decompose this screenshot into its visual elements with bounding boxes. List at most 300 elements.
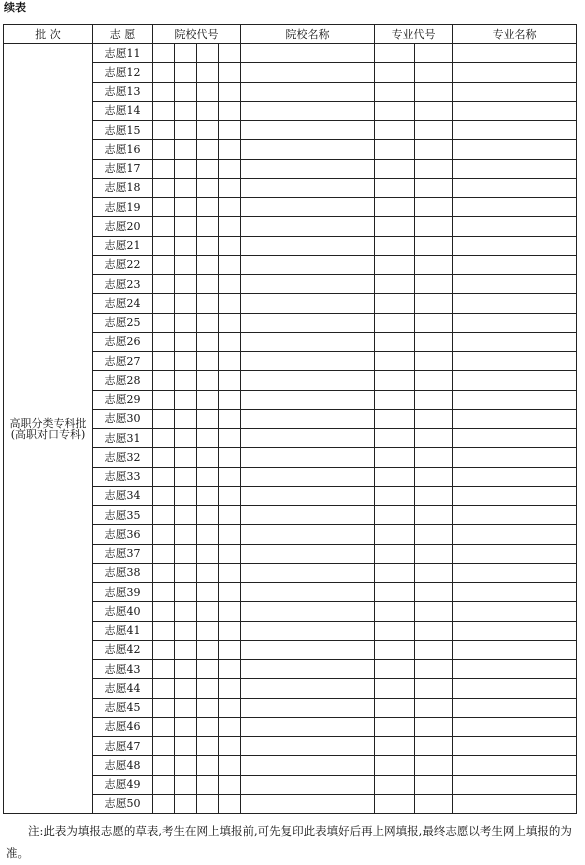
school-code-digit-1[interactable] — [153, 737, 175, 756]
school-code-digit-1[interactable] — [153, 63, 175, 82]
school-code-digit-3[interactable] — [197, 294, 219, 313]
school-code-digit-4[interactable] — [219, 121, 241, 140]
school-code-digit-3[interactable] — [197, 63, 219, 82]
major-name-field[interactable] — [453, 737, 577, 756]
school-code-digit-1[interactable] — [153, 159, 175, 178]
school-code-digit-2[interactable] — [175, 121, 197, 140]
major-code-digit-1[interactable] — [375, 448, 415, 467]
school-code-digit-3[interactable] — [197, 737, 219, 756]
school-code-digit-3[interactable] — [197, 101, 219, 120]
school-code-digit-1[interactable] — [153, 121, 175, 140]
school-code-digit-4[interactable] — [219, 332, 241, 351]
major-code-digit-1[interactable] — [375, 621, 415, 640]
major-name-field[interactable] — [453, 82, 577, 101]
school-code-digit-2[interactable] — [175, 756, 197, 775]
school-code-digit-1[interactable] — [153, 217, 175, 236]
school-code-digit-3[interactable] — [197, 794, 219, 813]
school-code-digit-4[interactable] — [219, 101, 241, 120]
major-name-field[interactable] — [453, 756, 577, 775]
school-code-digit-4[interactable] — [219, 44, 241, 63]
school-name-field[interactable] — [241, 82, 375, 101]
major-code-digit-1[interactable] — [375, 737, 415, 756]
school-code-digit-1[interactable] — [153, 313, 175, 332]
major-code-digit-2[interactable] — [415, 352, 453, 371]
school-name-field[interactable] — [241, 255, 375, 274]
major-code-digit-2[interactable] — [415, 101, 453, 120]
major-code-digit-1[interactable] — [375, 390, 415, 409]
school-code-digit-1[interactable] — [153, 429, 175, 448]
school-name-field[interactable] — [241, 390, 375, 409]
school-name-field[interactable] — [241, 313, 375, 332]
school-code-digit-4[interactable] — [219, 217, 241, 236]
major-name-field[interactable] — [453, 255, 577, 274]
major-code-digit-2[interactable] — [415, 63, 453, 82]
school-code-digit-2[interactable] — [175, 621, 197, 640]
school-code-digit-2[interactable] — [175, 679, 197, 698]
major-name-field[interactable] — [453, 178, 577, 197]
school-code-digit-2[interactable] — [175, 525, 197, 544]
school-name-field[interactable] — [241, 640, 375, 659]
major-name-field[interactable] — [453, 352, 577, 371]
school-name-field[interactable] — [241, 756, 375, 775]
major-code-digit-2[interactable] — [415, 409, 453, 428]
major-code-digit-2[interactable] — [415, 756, 453, 775]
school-code-digit-1[interactable] — [153, 371, 175, 390]
major-code-digit-2[interactable] — [415, 390, 453, 409]
school-code-digit-4[interactable] — [219, 63, 241, 82]
major-name-field[interactable] — [453, 602, 577, 621]
school-code-digit-2[interactable] — [175, 332, 197, 351]
school-code-digit-4[interactable] — [219, 294, 241, 313]
major-code-digit-1[interactable] — [375, 178, 415, 197]
school-code-digit-2[interactable] — [175, 794, 197, 813]
school-name-field[interactable] — [241, 332, 375, 351]
major-code-digit-2[interactable] — [415, 255, 453, 274]
school-code-digit-1[interactable] — [153, 506, 175, 525]
school-code-digit-3[interactable] — [197, 140, 219, 159]
school-code-digit-4[interactable] — [219, 159, 241, 178]
school-code-digit-1[interactable] — [153, 717, 175, 736]
school-code-digit-4[interactable] — [219, 660, 241, 679]
school-code-digit-3[interactable] — [197, 255, 219, 274]
major-name-field[interactable] — [453, 63, 577, 82]
school-code-digit-2[interactable] — [175, 236, 197, 255]
major-name-field[interactable] — [453, 640, 577, 659]
school-code-digit-2[interactable] — [175, 140, 197, 159]
school-name-field[interactable] — [241, 140, 375, 159]
school-code-digit-4[interactable] — [219, 198, 241, 217]
major-name-field[interactable] — [453, 467, 577, 486]
major-name-field[interactable] — [453, 294, 577, 313]
major-name-field[interactable] — [453, 506, 577, 525]
school-code-digit-1[interactable] — [153, 140, 175, 159]
major-code-digit-2[interactable] — [415, 82, 453, 101]
school-name-field[interactable] — [241, 698, 375, 717]
school-name-field[interactable] — [241, 679, 375, 698]
major-name-field[interactable] — [453, 794, 577, 813]
major-code-digit-2[interactable] — [415, 660, 453, 679]
major-name-field[interactable] — [453, 429, 577, 448]
school-code-digit-1[interactable] — [153, 794, 175, 813]
school-name-field[interactable] — [241, 429, 375, 448]
major-code-digit-1[interactable] — [375, 121, 415, 140]
major-code-digit-1[interactable] — [375, 602, 415, 621]
school-name-field[interactable] — [241, 717, 375, 736]
major-code-digit-1[interactable] — [375, 159, 415, 178]
school-code-digit-2[interactable] — [175, 352, 197, 371]
school-code-digit-2[interactable] — [175, 409, 197, 428]
school-code-digit-3[interactable] — [197, 621, 219, 640]
major-code-digit-1[interactable] — [375, 794, 415, 813]
school-code-digit-3[interactable] — [197, 44, 219, 63]
major-name-field[interactable] — [453, 121, 577, 140]
school-code-digit-4[interactable] — [219, 737, 241, 756]
school-code-digit-3[interactable] — [197, 717, 219, 736]
major-code-digit-2[interactable] — [415, 371, 453, 390]
school-code-digit-4[interactable] — [219, 371, 241, 390]
school-code-digit-4[interactable] — [219, 602, 241, 621]
major-code-digit-1[interactable] — [375, 640, 415, 659]
school-name-field[interactable] — [241, 544, 375, 563]
school-code-digit-3[interactable] — [197, 525, 219, 544]
major-code-digit-1[interactable] — [375, 44, 415, 63]
major-name-field[interactable] — [453, 217, 577, 236]
major-code-digit-2[interactable] — [415, 467, 453, 486]
major-name-field[interactable] — [453, 563, 577, 582]
school-code-digit-3[interactable] — [197, 275, 219, 294]
school-code-digit-3[interactable] — [197, 467, 219, 486]
school-code-digit-4[interactable] — [219, 82, 241, 101]
school-code-digit-4[interactable] — [219, 756, 241, 775]
major-name-field[interactable] — [453, 236, 577, 255]
school-code-digit-3[interactable] — [197, 583, 219, 602]
major-code-digit-1[interactable] — [375, 198, 415, 217]
school-code-digit-1[interactable] — [153, 352, 175, 371]
major-code-digit-1[interactable] — [375, 409, 415, 428]
major-code-digit-1[interactable] — [375, 275, 415, 294]
school-code-digit-1[interactable] — [153, 679, 175, 698]
school-code-digit-3[interactable] — [197, 756, 219, 775]
school-name-field[interactable] — [241, 217, 375, 236]
school-code-digit-1[interactable] — [153, 583, 175, 602]
school-code-digit-1[interactable] — [153, 698, 175, 717]
school-code-digit-2[interactable] — [175, 44, 197, 63]
major-code-digit-1[interactable] — [375, 660, 415, 679]
school-name-field[interactable] — [241, 236, 375, 255]
major-code-digit-2[interactable] — [415, 544, 453, 563]
major-name-field[interactable] — [453, 44, 577, 63]
school-code-digit-1[interactable] — [153, 660, 175, 679]
major-code-digit-2[interactable] — [415, 486, 453, 505]
school-code-digit-2[interactable] — [175, 82, 197, 101]
school-name-field[interactable] — [241, 506, 375, 525]
school-code-digit-2[interactable] — [175, 448, 197, 467]
major-code-digit-1[interactable] — [375, 544, 415, 563]
major-code-digit-1[interactable] — [375, 775, 415, 794]
school-code-digit-1[interactable] — [153, 198, 175, 217]
major-name-field[interactable] — [453, 371, 577, 390]
school-code-digit-4[interactable] — [219, 409, 241, 428]
school-code-digit-2[interactable] — [175, 717, 197, 736]
school-name-field[interactable] — [241, 525, 375, 544]
school-name-field[interactable] — [241, 794, 375, 813]
school-code-digit-4[interactable] — [219, 525, 241, 544]
school-code-digit-4[interactable] — [219, 467, 241, 486]
school-code-digit-3[interactable] — [197, 159, 219, 178]
school-code-digit-2[interactable] — [175, 775, 197, 794]
school-name-field[interactable] — [241, 44, 375, 63]
school-code-digit-4[interactable] — [219, 544, 241, 563]
school-name-field[interactable] — [241, 775, 375, 794]
school-code-digit-4[interactable] — [219, 583, 241, 602]
school-code-digit-1[interactable] — [153, 44, 175, 63]
major-code-digit-2[interactable] — [415, 679, 453, 698]
school-code-digit-3[interactable] — [197, 409, 219, 428]
school-code-digit-2[interactable] — [175, 660, 197, 679]
school-code-digit-1[interactable] — [153, 448, 175, 467]
school-name-field[interactable] — [241, 101, 375, 120]
school-code-digit-3[interactable] — [197, 82, 219, 101]
major-code-digit-2[interactable] — [415, 698, 453, 717]
school-code-digit-4[interactable] — [219, 275, 241, 294]
school-name-field[interactable] — [241, 159, 375, 178]
school-code-digit-1[interactable] — [153, 467, 175, 486]
major-code-digit-2[interactable] — [415, 563, 453, 582]
school-code-digit-4[interactable] — [219, 775, 241, 794]
school-code-digit-3[interactable] — [197, 332, 219, 351]
school-name-field[interactable] — [241, 178, 375, 197]
school-code-digit-2[interactable] — [175, 294, 197, 313]
school-code-digit-2[interactable] — [175, 178, 197, 197]
major-code-digit-2[interactable] — [415, 236, 453, 255]
major-code-digit-2[interactable] — [415, 121, 453, 140]
school-code-digit-4[interactable] — [219, 448, 241, 467]
school-code-digit-3[interactable] — [197, 236, 219, 255]
major-code-digit-2[interactable] — [415, 44, 453, 63]
school-name-field[interactable] — [241, 563, 375, 582]
school-code-digit-2[interactable] — [175, 506, 197, 525]
school-code-digit-1[interactable] — [153, 255, 175, 274]
major-code-digit-1[interactable] — [375, 525, 415, 544]
school-code-digit-4[interactable] — [219, 621, 241, 640]
major-code-digit-2[interactable] — [415, 583, 453, 602]
school-code-digit-3[interactable] — [197, 429, 219, 448]
school-code-digit-3[interactable] — [197, 198, 219, 217]
major-name-field[interactable] — [453, 390, 577, 409]
major-code-digit-2[interactable] — [415, 178, 453, 197]
major-code-digit-2[interactable] — [415, 525, 453, 544]
school-code-digit-1[interactable] — [153, 621, 175, 640]
school-code-digit-2[interactable] — [175, 544, 197, 563]
major-name-field[interactable] — [453, 198, 577, 217]
major-code-digit-1[interactable] — [375, 313, 415, 332]
school-code-digit-4[interactable] — [219, 236, 241, 255]
school-code-digit-2[interactable] — [175, 217, 197, 236]
school-code-digit-1[interactable] — [153, 294, 175, 313]
school-code-digit-4[interactable] — [219, 352, 241, 371]
major-name-field[interactable] — [453, 409, 577, 428]
school-code-digit-2[interactable] — [175, 737, 197, 756]
school-code-digit-1[interactable] — [153, 525, 175, 544]
major-name-field[interactable] — [453, 717, 577, 736]
major-code-digit-1[interactable] — [375, 294, 415, 313]
major-code-digit-2[interactable] — [415, 794, 453, 813]
school-code-digit-4[interactable] — [219, 140, 241, 159]
major-code-digit-2[interactable] — [415, 275, 453, 294]
major-code-digit-1[interactable] — [375, 756, 415, 775]
major-code-digit-1[interactable] — [375, 371, 415, 390]
major-code-digit-2[interactable] — [415, 313, 453, 332]
major-code-digit-1[interactable] — [375, 679, 415, 698]
school-name-field[interactable] — [241, 198, 375, 217]
major-code-digit-2[interactable] — [415, 429, 453, 448]
school-code-digit-2[interactable] — [175, 255, 197, 274]
school-name-field[interactable] — [241, 371, 375, 390]
school-code-digit-4[interactable] — [219, 429, 241, 448]
school-code-digit-4[interactable] — [219, 717, 241, 736]
school-name-field[interactable] — [241, 121, 375, 140]
school-code-digit-1[interactable] — [153, 486, 175, 505]
school-name-field[interactable] — [241, 621, 375, 640]
school-code-digit-2[interactable] — [175, 429, 197, 448]
school-code-digit-2[interactable] — [175, 63, 197, 82]
school-code-digit-3[interactable] — [197, 698, 219, 717]
school-code-digit-1[interactable] — [153, 275, 175, 294]
school-code-digit-3[interactable] — [197, 506, 219, 525]
major-code-digit-2[interactable] — [415, 621, 453, 640]
school-code-digit-4[interactable] — [219, 563, 241, 582]
school-name-field[interactable] — [241, 660, 375, 679]
school-name-field[interactable] — [241, 467, 375, 486]
major-code-digit-1[interactable] — [375, 429, 415, 448]
major-code-digit-2[interactable] — [415, 737, 453, 756]
major-code-digit-1[interactable] — [375, 101, 415, 120]
major-code-digit-1[interactable] — [375, 352, 415, 371]
major-name-field[interactable] — [453, 332, 577, 351]
school-code-digit-3[interactable] — [197, 544, 219, 563]
school-name-field[interactable] — [241, 602, 375, 621]
major-code-digit-2[interactable] — [415, 448, 453, 467]
major-code-digit-2[interactable] — [415, 775, 453, 794]
school-code-digit-3[interactable] — [197, 602, 219, 621]
major-code-digit-1[interactable] — [375, 140, 415, 159]
school-code-digit-4[interactable] — [219, 679, 241, 698]
school-code-digit-2[interactable] — [175, 275, 197, 294]
major-name-field[interactable] — [453, 313, 577, 332]
school-code-digit-1[interactable] — [153, 236, 175, 255]
school-code-digit-2[interactable] — [175, 467, 197, 486]
major-code-digit-1[interactable] — [375, 698, 415, 717]
major-name-field[interactable] — [453, 101, 577, 120]
major-name-field[interactable] — [453, 275, 577, 294]
school-code-digit-2[interactable] — [175, 101, 197, 120]
school-name-field[interactable] — [241, 583, 375, 602]
major-name-field[interactable] — [453, 698, 577, 717]
school-code-digit-2[interactable] — [175, 313, 197, 332]
school-code-digit-2[interactable] — [175, 583, 197, 602]
school-code-digit-1[interactable] — [153, 602, 175, 621]
major-name-field[interactable] — [453, 544, 577, 563]
school-code-digit-1[interactable] — [153, 544, 175, 563]
school-code-digit-3[interactable] — [197, 178, 219, 197]
school-code-digit-4[interactable] — [219, 390, 241, 409]
school-name-field[interactable] — [241, 409, 375, 428]
school-name-field[interactable] — [241, 448, 375, 467]
school-code-digit-1[interactable] — [153, 409, 175, 428]
school-code-digit-4[interactable] — [219, 640, 241, 659]
major-code-digit-2[interactable] — [415, 332, 453, 351]
school-code-digit-3[interactable] — [197, 486, 219, 505]
major-code-digit-2[interactable] — [415, 602, 453, 621]
school-code-digit-4[interactable] — [219, 178, 241, 197]
major-name-field[interactable] — [453, 583, 577, 602]
school-code-digit-4[interactable] — [219, 313, 241, 332]
major-code-digit-1[interactable] — [375, 467, 415, 486]
major-name-field[interactable] — [453, 660, 577, 679]
school-code-digit-3[interactable] — [197, 448, 219, 467]
school-code-digit-4[interactable] — [219, 698, 241, 717]
major-code-digit-1[interactable] — [375, 583, 415, 602]
school-code-digit-2[interactable] — [175, 486, 197, 505]
school-name-field[interactable] — [241, 63, 375, 82]
major-code-digit-1[interactable] — [375, 217, 415, 236]
school-code-digit-1[interactable] — [153, 640, 175, 659]
school-code-digit-4[interactable] — [219, 255, 241, 274]
major-name-field[interactable] — [453, 448, 577, 467]
school-code-digit-2[interactable] — [175, 640, 197, 659]
major-code-digit-1[interactable] — [375, 717, 415, 736]
school-name-field[interactable] — [241, 275, 375, 294]
school-code-digit-3[interactable] — [197, 563, 219, 582]
major-name-field[interactable] — [453, 140, 577, 159]
school-code-digit-2[interactable] — [175, 698, 197, 717]
school-code-digit-1[interactable] — [153, 563, 175, 582]
school-code-digit-1[interactable] — [153, 82, 175, 101]
major-code-digit-1[interactable] — [375, 506, 415, 525]
school-code-digit-3[interactable] — [197, 640, 219, 659]
school-code-digit-2[interactable] — [175, 198, 197, 217]
school-code-digit-3[interactable] — [197, 217, 219, 236]
school-code-digit-3[interactable] — [197, 390, 219, 409]
major-name-field[interactable] — [453, 679, 577, 698]
major-name-field[interactable] — [453, 775, 577, 794]
major-name-field[interactable] — [453, 486, 577, 505]
major-code-digit-1[interactable] — [375, 563, 415, 582]
school-code-digit-1[interactable] — [153, 332, 175, 351]
school-code-digit-3[interactable] — [197, 352, 219, 371]
school-code-digit-3[interactable] — [197, 121, 219, 140]
school-code-digit-1[interactable] — [153, 390, 175, 409]
school-code-digit-3[interactable] — [197, 371, 219, 390]
school-code-digit-1[interactable] — [153, 756, 175, 775]
school-code-digit-1[interactable] — [153, 101, 175, 120]
school-name-field[interactable] — [241, 352, 375, 371]
school-code-digit-3[interactable] — [197, 679, 219, 698]
school-code-digit-3[interactable] — [197, 313, 219, 332]
school-code-digit-2[interactable] — [175, 602, 197, 621]
school-code-digit-4[interactable] — [219, 506, 241, 525]
school-name-field[interactable] — [241, 737, 375, 756]
major-code-digit-1[interactable] — [375, 82, 415, 101]
major-code-digit-1[interactable] — [375, 486, 415, 505]
major-code-digit-1[interactable] — [375, 236, 415, 255]
major-code-digit-2[interactable] — [415, 717, 453, 736]
school-code-digit-4[interactable] — [219, 794, 241, 813]
school-code-digit-1[interactable] — [153, 178, 175, 197]
major-code-digit-1[interactable] — [375, 63, 415, 82]
school-name-field[interactable] — [241, 486, 375, 505]
school-code-digit-3[interactable] — [197, 660, 219, 679]
